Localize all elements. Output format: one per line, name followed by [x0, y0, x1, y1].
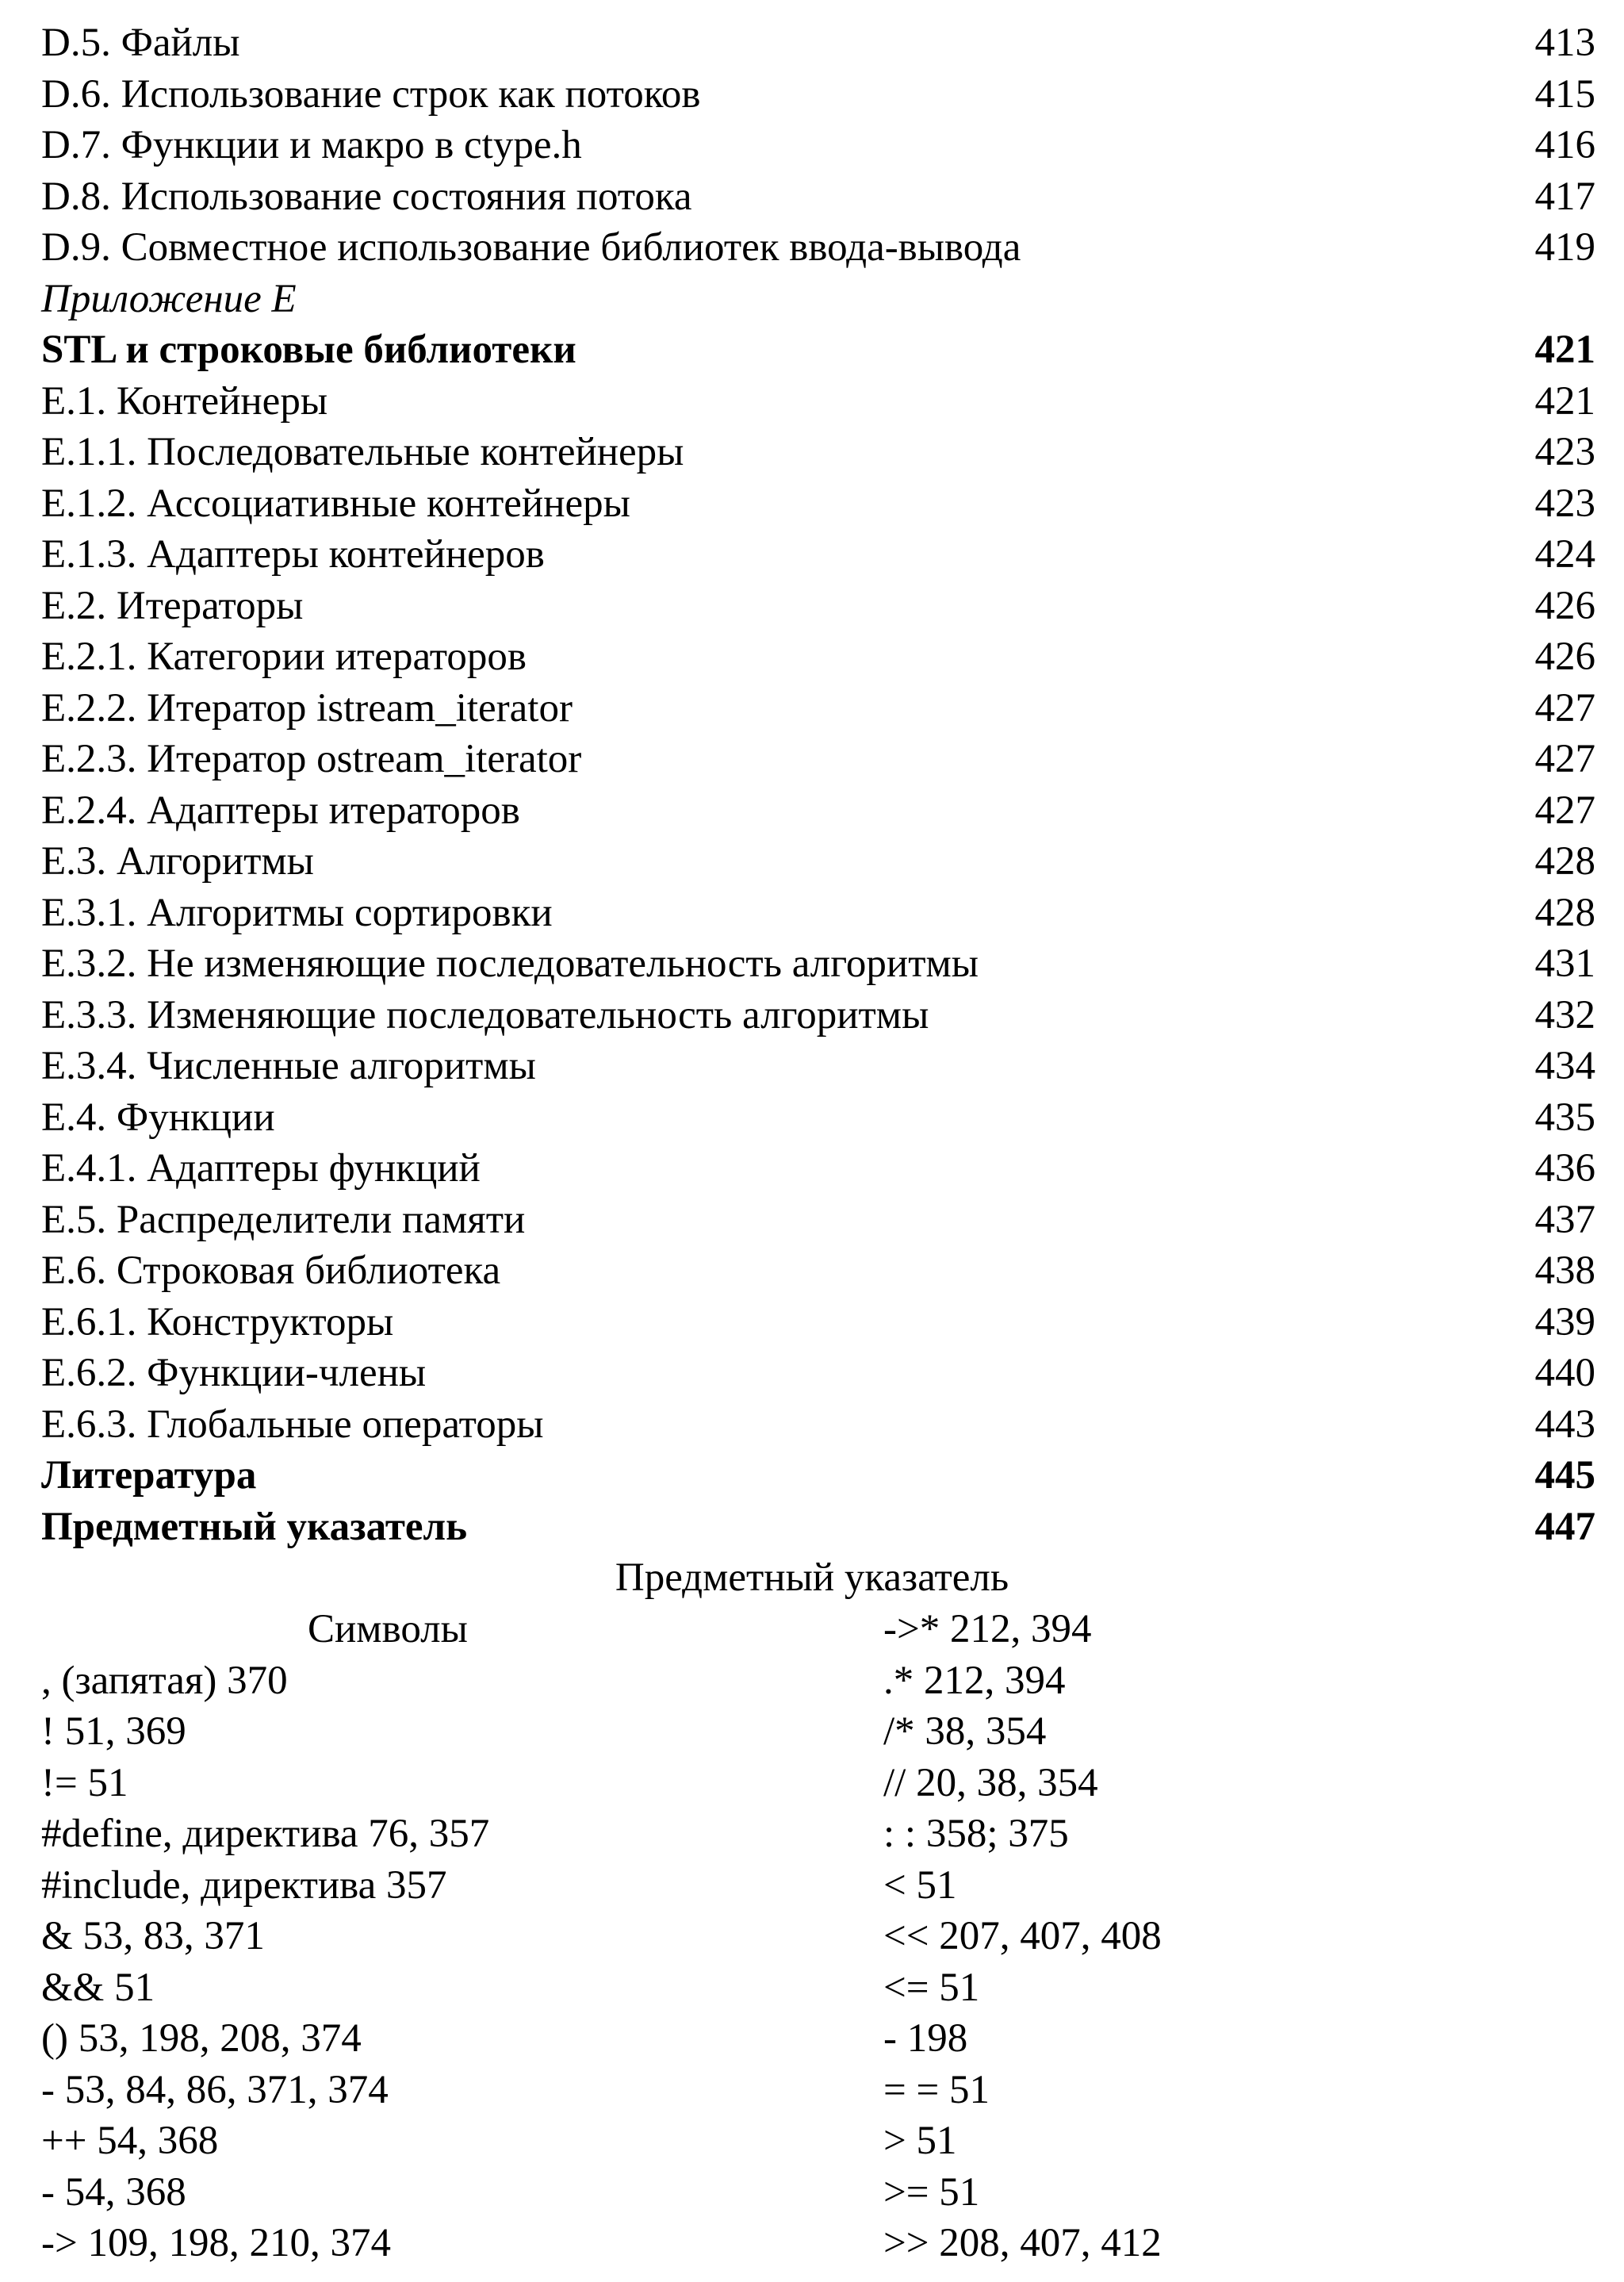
toc-entry-title: E.3.1. Алгоритмы сортировки [41, 890, 553, 935]
index-entry: = = 51 [883, 2067, 990, 2112]
index-entry: ! 51, 369 [41, 1709, 186, 1754]
toc-entry [41, 69, 1595, 121]
toc-entry-page: 423 [1534, 430, 1595, 474]
toc-entry [41, 1245, 1595, 1297]
toc-entry-page: 421 [1534, 378, 1595, 424]
index-entry: - 198 [883, 2016, 968, 2061]
toc-entry [41, 990, 1595, 1041]
toc-entry-title: D.6. Использование строк как потоков [41, 71, 701, 117]
toc-entry-page: 427 [1534, 788, 1595, 833]
toc-entry-page: 436 [1534, 1146, 1595, 1191]
toc-entry-title: E.2. Итераторы [41, 583, 304, 628]
index-entry: - 53, 84, 86, 371, 374 [41, 2067, 389, 2112]
toc-entry [41, 478, 1595, 530]
toc-entry-title: E.2.3. Итератор ostream_iterator [41, 737, 582, 781]
toc-entry [41, 1195, 1595, 1246]
index-entry: .* 212, 394 [883, 1658, 1066, 1703]
toc-entry [41, 1348, 1595, 1399]
toc-entry-page: 443 [1534, 1402, 1595, 1447]
toc-entry-title: E.1.3. Адаптеры контейнеров [41, 532, 545, 577]
toc-entry-page: 435 [1534, 1095, 1595, 1140]
toc-entry-title: E.6.3. Глобальные операторы [41, 1402, 544, 1447]
toc-entry-page: 416 [1534, 123, 1595, 167]
toc-entry [41, 734, 1595, 785]
toc-entry-title: D.7. Функции и макро в ctype.h [41, 123, 582, 167]
toc-entry-page: 439 [1534, 1299, 1595, 1344]
toc-entry-title: E.4.1. Адаптеры функций [41, 1146, 481, 1191]
toc-entry-title: E.1. Контейнеры [41, 378, 328, 424]
toc-entry [41, 17, 1595, 69]
toc-entry [41, 683, 1595, 734]
toc-entry-page: 431 [1534, 942, 1595, 986]
toc-entry-page: 426 [1534, 583, 1595, 628]
toc-entry-title: E.3.3. Изменяющие последовательность алгоритмы [41, 992, 929, 1037]
toc-entry-page: 432 [1534, 992, 1595, 1037]
index-entry: /* 38, 354 [883, 1709, 1047, 1754]
index-left-column [41, 1604, 834, 2269]
toc-entry [41, 529, 1595, 581]
toc-entry [41, 222, 1595, 274]
toc-entry-page: 428 [1534, 839, 1595, 884]
toc-entry [41, 1297, 1595, 1348]
toc-entry-title: E.5. Распределители памяти [41, 1197, 526, 1242]
index-entry: < 51 [883, 1862, 957, 1908]
toc-entry-title: E.3.2. Не изменяющие последовательность алгоритмы [41, 942, 979, 986]
toc-entry-page: 424 [1534, 532, 1595, 577]
index-entry: - 54, 368 [41, 2169, 186, 2215]
toc-entry [41, 171, 1595, 223]
toc-entry [41, 938, 1595, 990]
toc-entry-title: E.2.4. Адаптеры итераторов [41, 788, 520, 833]
toc-entry-title: E.2.2. Итератор istream_iterator [41, 685, 573, 731]
toc-entry-page: 413 [1534, 21, 1595, 65]
toc-entry [41, 785, 1595, 837]
toc-entry-page: 417 [1534, 174, 1595, 219]
toc-entry-title: E.1.2. Ассоциативные контейнеры [41, 481, 630, 526]
toc-entry [41, 1450, 1595, 1502]
toc-entry-title: D.9. Совместное использование библиотек ввода-вывода [41, 225, 1021, 270]
toc-entry [41, 581, 1595, 632]
index-title: Предметный указатель [615, 1555, 1009, 1600]
toc-entry-page: 428 [1534, 890, 1595, 935]
toc-entry-title: E.1.1. Последовательные контейнеры [41, 430, 684, 474]
index-entry: & 53, 83, 371 [41, 1914, 265, 1958]
toc-entry-page: 427 [1534, 685, 1595, 731]
toc-entry [41, 1041, 1595, 1092]
toc-entry-title: STL и строковые библиотеки [41, 328, 576, 372]
toc-entry [41, 631, 1595, 683]
toc-entry-page: 445 [1534, 1453, 1595, 1498]
index-entry: <= 51 [883, 1965, 980, 2010]
index-entry: << 207, 407, 408 [883, 1914, 1162, 1958]
toc-entry-page: 440 [1534, 1351, 1595, 1395]
toc-entry-title: E.3.4. Численные алгоритмы [41, 1044, 536, 1088]
toc-entry-title: Приложение E [41, 276, 297, 321]
toc-entry [41, 1092, 1595, 1144]
toc-entry-page: 438 [1534, 1248, 1595, 1293]
toc-entry [41, 427, 1595, 478]
toc-entry [41, 376, 1595, 428]
index-entry: > 51 [883, 2119, 957, 2163]
toc-entry [41, 324, 1595, 376]
toc-entry-title: E.6.2. Функции-члены [41, 1351, 427, 1395]
toc-entry-page: 421 [1534, 328, 1595, 372]
toc-entry-title: D.8. Использование состояния потока [41, 174, 692, 219]
index-section-heading: Символы [308, 1607, 468, 1651]
toc-entry [41, 274, 1595, 325]
index-entry: >= 51 [883, 2169, 980, 2215]
toc-entry-page: 437 [1534, 1197, 1595, 1242]
index-entry: // 20, 38, 354 [883, 1760, 1098, 1805]
toc-entry-page: 427 [1534, 737, 1595, 781]
toc-entry [41, 120, 1595, 171]
toc-entry-title: E.4. Функции [41, 1095, 275, 1140]
toc-entry-page: 423 [1534, 481, 1595, 526]
index-entry: != 51 [41, 1760, 128, 1805]
index-right-column [883, 1604, 1597, 2269]
index-entry: ++ 54, 368 [41, 2119, 219, 2163]
toc-entry-title: E.2.1. Категории итераторов [41, 635, 527, 679]
table-of-contents [41, 17, 1595, 1552]
toc-entry-title: Литература [41, 1453, 257, 1498]
toc-entry-page: 419 [1534, 225, 1595, 270]
index-entry: () 53, 198, 208, 374 [41, 2016, 362, 2061]
index-entry: #include, директива 357 [41, 1862, 447, 1908]
toc-entry-page: 415 [1534, 71, 1595, 117]
toc-entry-page: 434 [1534, 1044, 1595, 1088]
index-entry: && 51 [41, 1965, 155, 2010]
toc-entry [41, 888, 1595, 939]
toc-entry-title: D.5. Файлы [41, 21, 240, 65]
toc-entry-title: E.3. Алгоритмы [41, 839, 314, 884]
toc-entry-page: 447 [1534, 1504, 1595, 1549]
toc-entry [41, 1502, 1595, 1553]
index-entry: : : 358; 375 [883, 1812, 1069, 1856]
toc-entry-title: Предметный указатель [41, 1504, 468, 1549]
index-entry: ->* 212, 394 [883, 1607, 1092, 1651]
toc-entry-page: 426 [1534, 635, 1595, 679]
toc-entry [41, 1143, 1595, 1195]
toc-entry [41, 836, 1595, 888]
index-entry: , (запятая) 370 [41, 1658, 288, 1703]
toc-entry-title: E.6. Строковая библиотека [41, 1248, 501, 1293]
index-entry: -> 109, 198, 210, 374 [41, 2221, 391, 2265]
index-entry: #define, директива 76, 357 [41, 1812, 490, 1856]
index-entry: >> 208, 407, 412 [883, 2221, 1162, 2265]
toc-entry [41, 1399, 1595, 1451]
toc-entry-title: E.6.1. Конструкторы [41, 1299, 394, 1344]
